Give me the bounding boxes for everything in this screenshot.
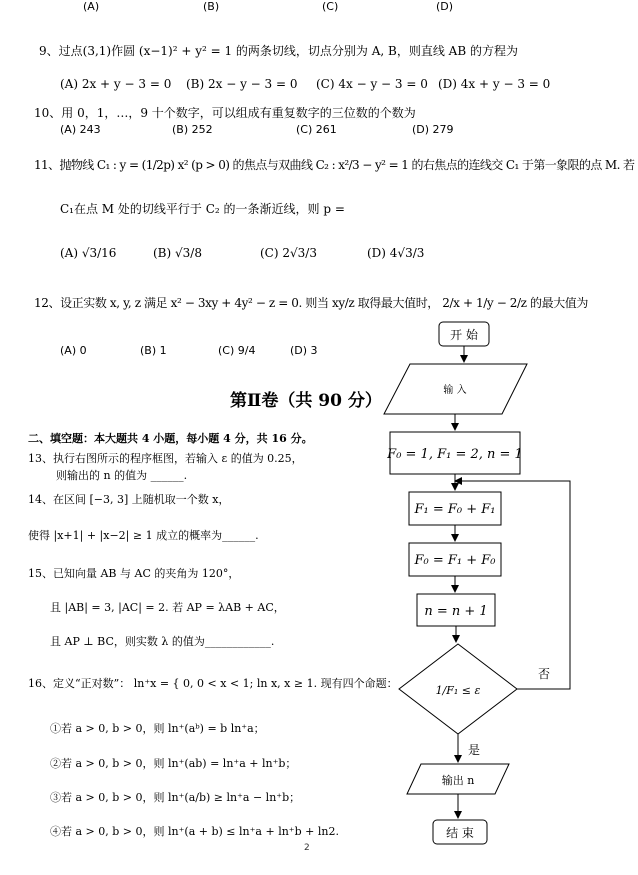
flow-start-label: 开 始 [450,328,478,342]
q16-intro: 16、定义“正对数”： ln⁺x = { 0, 0 < x < 1; ln x, x ≥ 1. 现有四个命题： [28,677,398,690]
q10-option-a: (A) 243 [60,123,101,136]
q12-stem: 12、设正实数 x, y, z 满足 x² − 3xy + 4y² − z = 0. 则当 xy/z 取得最大值时， 2/x + 1/y − 2/z 的最大值为 [34,296,588,310]
q12-option-c: (C) 9/4 [218,344,256,357]
q9-option-a: (A) 2x + y − 3 = 0 [60,77,172,91]
fill-heading: 二、填空题：本大题共 4 小题，每小题 4 分，共 16 分。 [28,432,313,445]
q9-option-c: (C) 4x − y − 3 = 0 [316,77,428,91]
q10-option-b: (B) 252 [172,123,213,136]
q11-stem-continued: C₁在点 M 处的切线平行于 C₂ 的一条渐近线，则 p = [60,202,345,216]
flow-init-label: F₀ = 1, F₁ = 2, n = 1 [387,447,523,462]
q16-item-3: ③若 a > 0, b > 0，则 ln⁺(a/b) ≥ ln⁺a − ln⁺b； [50,791,301,804]
q11-option-d: (D) 4√3/3 [367,246,425,260]
q14-line2: 使得 |x+1| + |x−2| ≥ 1 成立的概率为______. [28,529,259,542]
q13-line1: 13、执行右图所示的程序框图，若输入 ε 的值为 0.25， [28,452,303,465]
q16-item-1: ①若 a > 0, b > 0，则 ln⁺(aᵇ) = b ln⁺a； [50,722,265,735]
q10-stem: 10、用 0，1，…，9 十个数字，可以组成有重复数字的三位数的个数为 [34,106,416,120]
q14-line1: 14、在区间 [−3, 3] 上随机取一个数 x， [28,493,230,506]
flow-output-label: 输出 n [441,774,475,787]
flow-step2-label: F₀ = F₁ + F₀ [414,553,496,568]
flow-condition-label: 1/F₁ ≤ ε [435,684,481,697]
q11-stem: 11、抛物线 C₁ : y = (1/2p) x² (p > 0) 的焦点与双曲线 C₂ : x²/3 − y² = 1 的右焦点的连线交 C₁ 于第一象限的点 M. 若 [34,158,635,172]
q15-line2: 且 |AB| = 3, |AC| = 2. 若 AP = λAB + AC， [50,601,285,614]
q10-option-c: (C) 261 [296,123,337,136]
q9-option-b: (B) 2x − y − 3 = 0 [186,77,298,91]
q13-line2: 则输出的 n 的值为 ______. [56,469,188,482]
flow-step1-label: F₁ = F₀ + F₁ [414,502,496,517]
flow-step3-label: n = n + 1 [424,604,488,619]
flow-yes-label: 是 [468,743,481,757]
page-number: 2 [304,843,310,853]
q9-stem: 9、过点(3,1)作圆 (x−1)² + y² = 1 的两条切线，切点分别为 A, B，则直线 AB 的方程为 [39,44,518,58]
flow-end-label: 结 束 [446,826,474,840]
q11-option-a: (A) √3/16 [60,246,117,260]
q10-option-d: (D) 279 [412,123,454,136]
q12-option-a: (A) 0 [60,344,87,357]
top-option-c: (C) [322,0,339,13]
flow-no-label: 否 [538,667,551,681]
top-option-d: (D) [436,0,454,13]
q12-option-b: (B) 1 [140,344,167,357]
q16-item-2: ②若 a > 0, b > 0，则 ln⁺(ab) = ln⁺a + ln⁺b； [50,757,297,770]
q11-option-c: (C) 2√3/3 [260,246,317,260]
q15-line3: 且 AP ⊥ BC，则实数 λ 的值为____________. [50,635,275,648]
part2-title: 第Ⅱ卷（共 90 分） [230,391,382,411]
q9-option-d: (D) 4x + y − 3 = 0 [438,77,551,91]
q16-item-4: ④若 a > 0, b > 0，则 ln⁺(a + b) ≤ ln⁺a + ln⁺b + ln2. [50,825,339,838]
top-option-b: (B) [203,0,220,13]
top-option-a: (A) [83,0,100,13]
q11-option-b: (B) √3/8 [153,246,202,260]
flow-input-label: 输 入 [443,385,467,396]
q12-option-d: (D) 3 [290,344,318,357]
q15-line1: 15、已知向量 AB 与 AC 的夹角为 120°， [28,567,240,580]
